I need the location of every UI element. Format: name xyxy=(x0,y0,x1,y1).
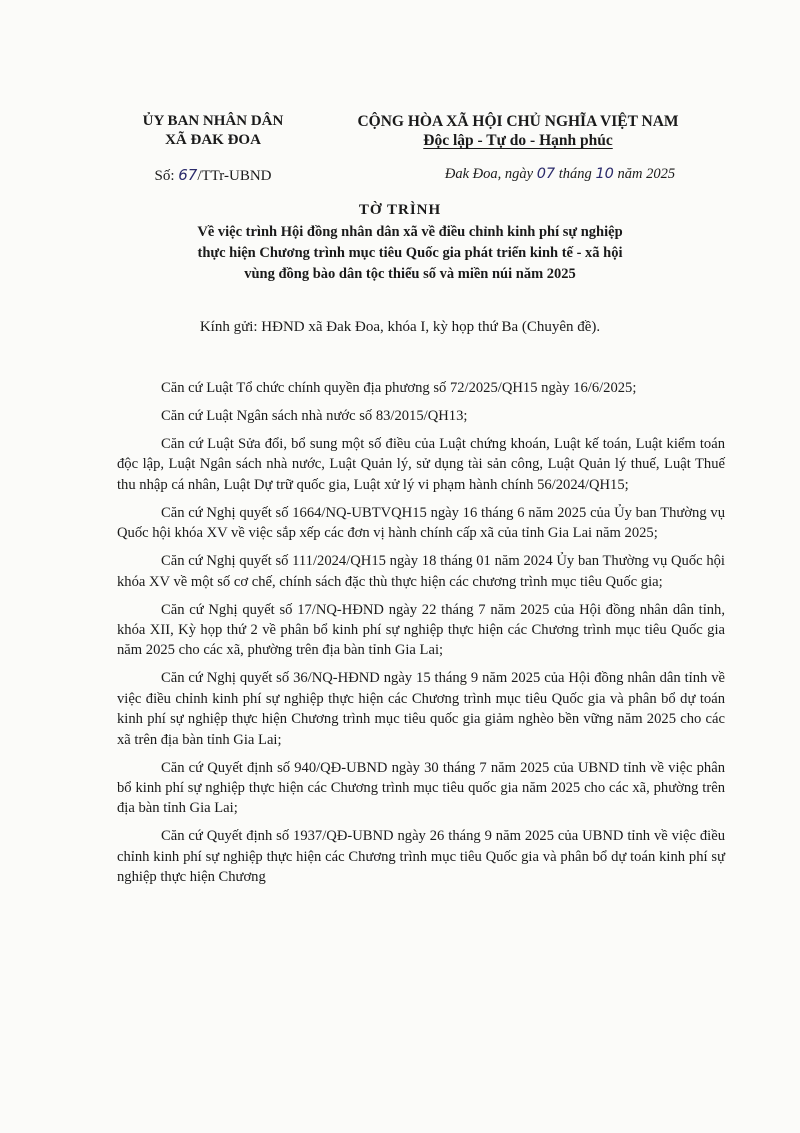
number-suffix: /TTr-UBND xyxy=(197,168,272,184)
legal-basis-paragraph: Căn cứ Nghị quyết số 1664/NQ-UBTVQH15 ngày 16 tháng 6 năm 2025 của Ủy ban Thường vụ Quốc hội khóa XV về việc sắp xếp các đơn vị hành chính cấp xã của tỉnh Gia Lai năm 2025; xyxy=(117,504,725,542)
legal-basis-paragraph: Căn cứ Luật Tổ chức chính quyền địa phương số 72/2025/QH15 ngày 16/6/2025; xyxy=(161,380,637,396)
handwritten-month: 10 xyxy=(595,166,614,182)
document-body xyxy=(117,378,725,895)
legal-basis-paragraph: Căn cứ Quyết định số 1937/QĐ-UBND ngày 26 tháng 9 năm 2025 của UBND tỉnh về việc điều chỉnh kinh phí sự nghiệp thực hiện các Chương trình mục tiêu Quốc gia và phân bổ dự toán kinh phí sự nghiệp thực hiện Chương xyxy=(117,828,725,886)
subject-line-3: vùng đồng bào dân tộc thiểu số và miền núi năm 2025 xyxy=(244,266,576,282)
authority-line-2: XÃ ĐAK ĐOA xyxy=(165,132,261,148)
number-prefix: Số: xyxy=(154,168,175,184)
recipient-line: Kính gửi: HĐND xã Đak Đoa, khóa I, kỳ họp thứ Ba (Chuyên đề). xyxy=(199,319,601,335)
legal-basis-paragraph: Căn cứ Nghị quyết số 36/NQ-HĐND ngày 15 tháng 9 năm 2025 của Hội đồng nhân dân tỉnh về việc điều chỉnh kinh phí sự nghiệp thực hiện các Chương trình mục tiêu Quốc gia và phân bổ dự toán kinh phí sự nghiệp thực hiện Chương trình mục tiêu quốc gia giảm nghèo bền vững năm 2025 cho các xã trên địa bàn tỉnh Gia Lai; xyxy=(117,670,725,748)
document-date xyxy=(380,166,740,183)
date-year: năm 2025 xyxy=(617,166,676,182)
issuing-authority xyxy=(128,112,298,150)
legal-basis-paragraph: Căn cứ Nghị quyết số 111/2024/QH15 ngày 18 tháng 01 năm 2024 Ủy ban Thường vụ Quốc hội khóa XV về một số cơ chế, chính sách đặc thù thực hiện các chương trình mục tiêu Quốc gia; xyxy=(117,553,725,590)
subject-line-2: thực hiện Chương trình mục tiêu Quốc gia phát triển kinh tế - xã hội xyxy=(197,245,623,261)
legal-basis-paragraph: Căn cứ Luật Sửa đổi, bổ sung một số điều của Luật chứng khoán, Luật kế toán, Luật kiểm toán độc lập, Luật Ngân sách nhà nước, Luật Quản lý, sử dụng tài sản công, Luật Quản lý thuế, Luật Thuế thu nhập cá nhân, Luật Dự trữ quốc gia, Luật xử lý vi phạm hành chính 56/2024/QH15; xyxy=(117,436,725,493)
document-number xyxy=(128,166,298,185)
country-name: CỘNG HÒA XÃ HỘI CHỦ NGHĨA VIỆT NAM xyxy=(357,113,679,130)
date-prefix: Đak Đoa, ngày xyxy=(444,166,534,182)
legal-basis-paragraph: Căn cứ Luật Ngân sách nhà nước số 83/2015/QH13; xyxy=(161,408,468,424)
document-type: TỜ TRÌNH xyxy=(358,202,442,218)
legal-basis-paragraph: Căn cứ Quyết định số 940/QĐ-UBND ngày 30 tháng 7 năm 2025 của UBND tỉnh về việc phân bổ kinh phí sự nghiệp thực hiện các Chương trình mục tiêu quốc gia năm 2025 cho các xã, phường trên địa bàn tỉnh Gia Lai; xyxy=(117,759,725,817)
national-motto: Độc lập - Tự do - Hạnh phúc xyxy=(423,132,613,149)
handwritten-number: 67 xyxy=(178,166,198,184)
authority-line-1: ỦY BAN NHÂN DÂN xyxy=(142,113,284,129)
month-label: tháng xyxy=(558,166,592,182)
legal-basis-paragraph: Căn cứ Nghị quyết số 17/NQ-HĐND ngày 22 tháng 7 năm 2025 của Hội đồng nhân dân tỉnh, khóa XII, Kỳ họp thứ 2 về phân bổ kinh phí sự nghiệp thực hiện các Chương trình mục tiêu Quốc gia năm 2025 cho các xã, phường trên địa bàn tỉnh Gia Lai; xyxy=(117,601,725,659)
document-subject xyxy=(150,222,670,285)
national-title xyxy=(318,112,718,150)
handwritten-day: 07 xyxy=(536,166,556,182)
subject-line-1: Về việc trình Hội đồng nhân dân xã về điều chỉnh kinh phí sự nghiệp xyxy=(197,224,623,240)
